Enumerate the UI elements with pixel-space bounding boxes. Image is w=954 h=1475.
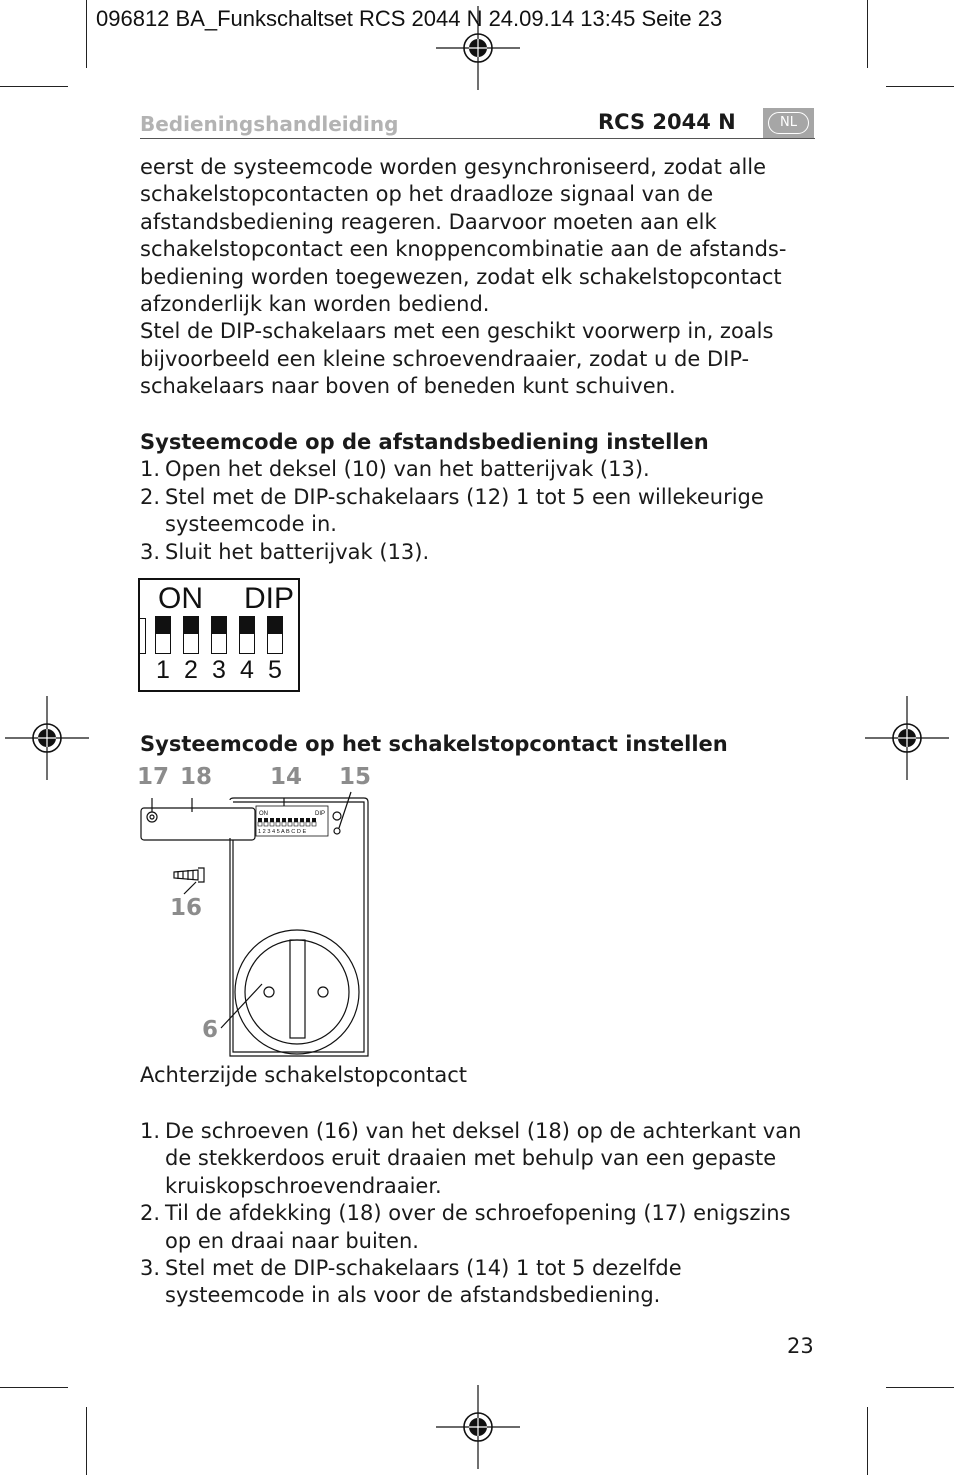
list-item (140, 456, 820, 483)
socket-section (140, 731, 820, 758)
remote-section-heading: Systeemcode op de afstandsbediening instellen (140, 430, 709, 454)
list-item-number: 1. (140, 457, 161, 482)
dip-switch-knob (184, 617, 198, 634)
model-name: RCS 2044 N (598, 110, 736, 134)
list-item-number: 3. (140, 539, 161, 564)
list-item-number: 2. (140, 1201, 161, 1226)
list-item-text: Til de afdekking (18) over de schroefopening (17) enigszins op en draai naar buiten. (165, 1201, 791, 1253)
remote-section (140, 429, 820, 566)
intro-text (140, 154, 820, 401)
dip-switch-number: 5 (268, 656, 282, 684)
list-item-text: De schroeven (16) van het deksel (18) op de achterkant van de stekkerdoos eruit draaien met behulp van een gepaste kruiskopschroevendraaier. (165, 1119, 802, 1198)
list-item-text: Open het deksel (10) van het batterijvak (13). (165, 457, 650, 482)
crop-mark-top-left-h (0, 86, 68, 87)
list-item-number: 2. (140, 484, 161, 509)
intro-paragraph-1: eerst de systeemcode worden gesynchroniseerd, zodat alle schakelstopcontacten op het draadloze signaal van de afstandsbediening reageren. Daarvoor moeten aan elk schakelstopcontact een knoppencombinatie aan de afstands-bediening worden toegewezen, zodat elk schakelstopcontact afzonderlijk kan worden bediend. (140, 155, 787, 317)
callout-14: 14 (270, 764, 303, 790)
crop-mark-top-right-v (867, 0, 868, 68)
figure-caption: Achterzijde schakelstopcontact (140, 1063, 468, 1087)
registration-mark-right-icon (864, 695, 950, 781)
dip-switch (267, 616, 283, 654)
crop-mark-bottom-right-v (867, 1407, 868, 1475)
dip-switch (239, 616, 255, 654)
dip-label: DIP (244, 582, 295, 615)
crop-mark-top-left-v (86, 0, 87, 68)
crop-mark-bottom-left-v (86, 1407, 87, 1475)
section-title: Bedieningshandleiding (140, 112, 399, 136)
dip-switch-number: 4 (240, 656, 254, 684)
list-item (140, 539, 820, 566)
list-item-text: Sluit het batterijvak (13). (165, 539, 430, 564)
dip-switch-number: 2 (184, 656, 198, 684)
dip-switch-knob (212, 617, 226, 634)
list-item-text: Stel met de DIP-schakelaars (12) 1 tot 5 een willekeurige systeemcode in. (165, 484, 764, 537)
list-item (140, 1118, 820, 1200)
dip-switch-knob (156, 617, 170, 634)
callout-16: 16 (170, 895, 203, 921)
list-item (140, 1200, 820, 1255)
language-badge-label: NL (768, 112, 809, 134)
dip-switch-number: 3 (212, 656, 226, 684)
intro-paragraph-2: Stel de DIP-schakelaars met een geschikt voorwerp in, zoals bijvoorbeeld een kleine schroevendraaier, zodat u de DIP-schakelaars naar boven of beneden kunt schuiven. (140, 319, 774, 399)
callout-17: 17 (137, 764, 170, 790)
socket-steps (140, 1118, 820, 1310)
crop-mark-bottom-left-h (0, 1387, 68, 1388)
page-number: 23 (787, 1334, 814, 1358)
callout-15: 15 (339, 764, 372, 790)
registration-mark-left-icon (4, 695, 90, 781)
callout-18: 18 (180, 764, 213, 790)
dip-switch (211, 616, 227, 654)
dip-edge (140, 618, 146, 654)
mini-dip-numbers: 1 2 3 4 5 A B C D E (258, 829, 307, 835)
registration-mark-bottom-icon (435, 1384, 521, 1470)
list-item-number: 1. (140, 1119, 161, 1143)
dip-on-label: ON (158, 582, 203, 615)
list-item-text: Stel met de DIP-schakelaars (14) 1 tot 5 dezelfde systeemcode in als voor de afstandsbediening. (165, 1256, 682, 1308)
dip-switch-number: 1 (156, 656, 170, 684)
mini-dip-on-label: ON (259, 811, 268, 817)
header-rule (140, 138, 815, 139)
dip-switch (183, 616, 199, 654)
socket-rear-illustration (138, 790, 378, 1060)
print-slug: 096812 BA_Funkschaltset RCS 2044 N 24.09.14 13:45 Seite 23 (96, 6, 723, 31)
registration-mark-top-icon (435, 5, 521, 91)
dip-switch (155, 616, 171, 654)
language-badge (763, 108, 814, 138)
dip-switch-knob (240, 617, 254, 634)
crop-mark-top-right-h (886, 86, 954, 87)
mini-dip-label: DIP (315, 811, 326, 817)
callout-6: 6 (202, 1017, 219, 1043)
dip-switch-figure (138, 578, 300, 692)
list-item (140, 1255, 820, 1310)
crop-mark-bottom-right-h (886, 1387, 954, 1388)
socket-section-heading: Systeemcode op het schakelstopcontact instellen (140, 732, 728, 756)
list-item-number: 3. (140, 1256, 161, 1281)
dip-switch-knob (268, 617, 282, 634)
list-item (140, 484, 820, 539)
